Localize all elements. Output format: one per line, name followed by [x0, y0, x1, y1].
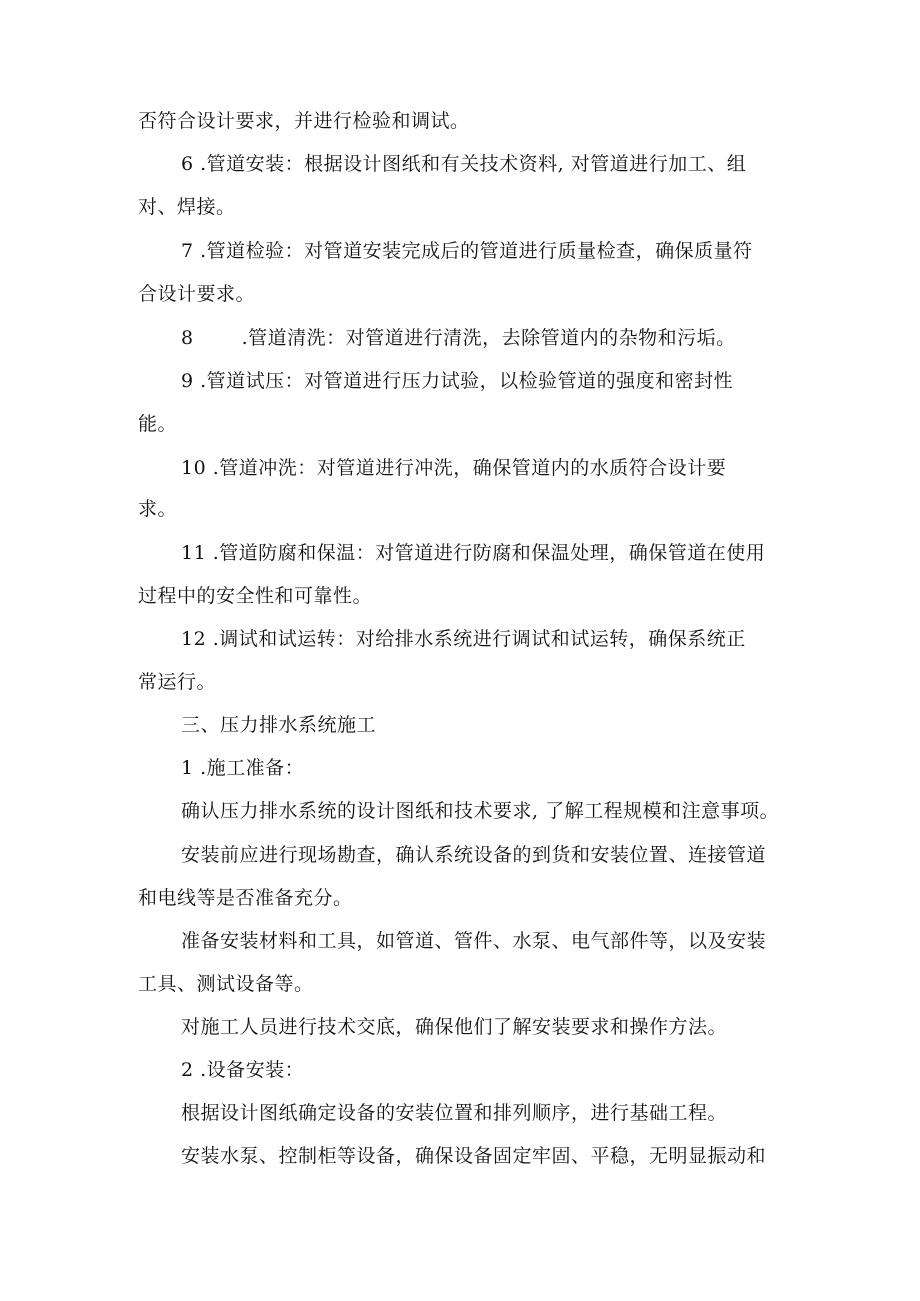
- item-text: .管道试压：对管道进行压力试验，以检验管道的强度和密封性: [193, 370, 734, 392]
- list-item-11: [181, 540, 765, 566]
- item-text: .调试和试运转：对给排水系统进行调试和试运转，确保系统正: [206, 628, 746, 650]
- text-line: 对、焊接。: [138, 196, 236, 218]
- list-item-10: [181, 455, 726, 481]
- text-line: 过程中的安全性和可靠性。: [138, 585, 373, 607]
- text-line: 求。: [138, 498, 178, 520]
- list-item-6: [181, 151, 746, 177]
- item-number: 10: [181, 457, 207, 479]
- paragraph: 对施工人员进行技术交底，确保他们了解安装要求和操作方法。: [181, 1016, 728, 1038]
- item-text: .设备安装：: [193, 1059, 305, 1081]
- item-text: .管道安装：根据设计图纸和有关技术资料, 对管道进行加工、组: [193, 153, 747, 175]
- item-number: 7: [181, 240, 194, 262]
- list-item-8: [181, 325, 736, 351]
- subsection-1: [181, 755, 304, 781]
- paragraph: 根据设计图纸确定设备的安装位置和排列顺序，进行基础工程。: [181, 1102, 728, 1124]
- item-text: .管道防腐和保温：对管道进行防腐和保温处理，确保管道在使用: [206, 542, 766, 564]
- text-line: 和电线等是否准备充分。: [138, 887, 353, 909]
- text-line: 能。: [138, 413, 178, 435]
- text-line: 合设计要求。: [138, 283, 256, 305]
- item-number: 8: [181, 327, 194, 349]
- item-text: .管道检验：对管道安装完成后的管道进行质量检查，确保质量符: [193, 240, 753, 262]
- item-number: 12: [181, 628, 207, 650]
- paragraph: 安装水泵、控制柜等设备，确保设备固定牢固、平稳，无明显振动和: [181, 1145, 767, 1167]
- item-number: 2: [181, 1059, 194, 1081]
- item-number: 9: [181, 370, 194, 392]
- text-line: 否符合设计要求，并进行检验和调试。: [138, 110, 470, 132]
- item-number: 6: [181, 153, 194, 175]
- item-text: .管道冲洗：对管道进行冲洗，确保管道内的水质符合设计要: [206, 457, 727, 479]
- section-heading: 三、压力排水系统施工: [181, 714, 377, 736]
- paragraph: 安装前应进行现场勘查，确认系统设备的到货和安装位置、连接管道: [181, 844, 767, 866]
- list-item-7: [181, 238, 753, 264]
- item-text: .施工准备：: [193, 757, 305, 779]
- item-number: 1: [181, 757, 194, 779]
- text-line: 常运行。: [138, 671, 217, 693]
- list-item-9: [181, 368, 733, 394]
- item-number: 11: [181, 542, 207, 564]
- item-text: .管道清洗：对管道进行清洗，去除管道内的杂物和污垢。: [241, 327, 736, 349]
- paragraph: 确认压力排水系统的设计图纸和技术要求, 了解工程规模和注意事项。: [181, 800, 780, 822]
- list-item-12: [181, 626, 746, 652]
- text-line: 工具、测试设备等。: [138, 973, 314, 995]
- paragraph: 准备安装材料和工具，如管道、管件、水泵、电气部件等，以及安装: [181, 930, 767, 952]
- subsection-2: [181, 1057, 304, 1083]
